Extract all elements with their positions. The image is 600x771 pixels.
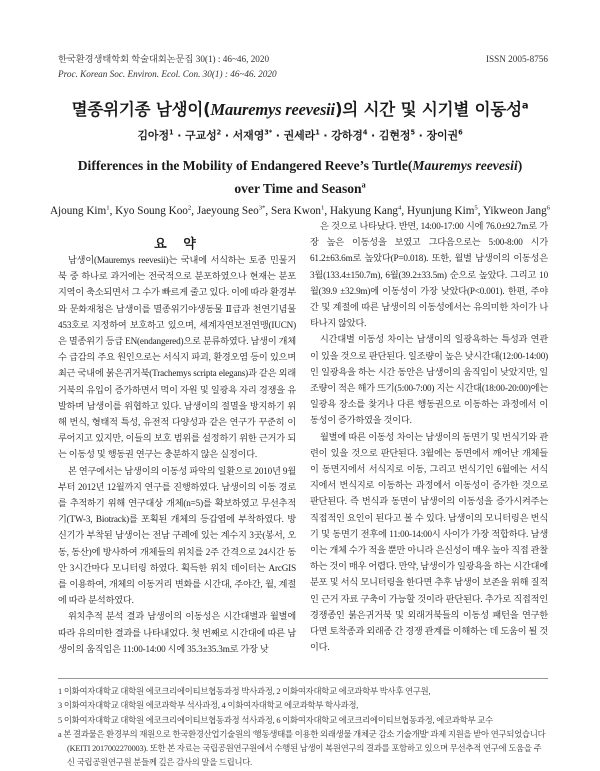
author-affiliation-mark: 1 [168,128,174,137]
title-en-sup: a [361,180,366,190]
author-separator: , [109,205,116,217]
author-affiliation-mark: 1 [106,204,110,212]
abstract-paragraph: 남생이(Mauremys reevesii)는 국내에 서식하는 토종 민물거북 중 하나로 과거에는 전국적으로 분포하였으나 현재는 분포 지역이 축소되면서 그 수가 빠르게 줄고 있다. 이에 따라 환경부와 문화재청은 남생이를 멸종위기야생동물 Ⅱ급과 천연기념물 453호로 지정하여 보호하고 있으며, 세계자연보전연맹(IUCN)은 멸종위기 등급 EN(endangered)으로 분류하였다. 남생이 개체 수 급감의 주요 원인으로는 서식지 파괴, 환경오염 등이 있으며 최근 국내에 붉은귀거북(Trachemys scripta elegans)과 같은 외래거북의 유입이 증가하면서 먹이 자원 및 일광욕 자리 경쟁을 유발하며 남생이를 위협하고 있다. 남생이의 절멸을 방지하기 위해 번식, 형태적 특성, 유전적 다양성과 같은 연구가 꾸준히 이루어지고 있지만, 이들의 보호 범위를 설정하기 위한 근거가 되는 이동성 및 행동권 연구는 충분하지 않은 실정이다. [58,255,296,460]
footnote: a 본 결과물은 환경부의 재원으로 한국환경산업기술원의 '행동생태를 이용한 외래생물 개체군 감소 기술개발' 과제 지원을 받아 연구되었습니다(KEITI 2017002270003). 또한 본 자료는 국립공원연구원에서 수행된 남생이 복원연구의 결과를 포함하고 있으며 무선추적 연구에 도움을 주신 국립공원연구원 분들께 깊은 감사의 말을 드립니다. [58,729,546,768]
author-name: Yikweon Jang [482,205,547,217]
title-ko-pre: 멸종위기종 남생이( [71,100,211,119]
author-separator: · [367,129,379,142]
author-affiliation-mark: 1 [321,204,325,212]
title-ko-sup: a [521,100,529,112]
author-name: 김아정 [137,129,169,142]
abstract-paragraph: 시간대별 이동성 차이는 남생이의 일광욕하는 특성과 연관이 있을 것으로 판단된다. 일조량이 높은 낮시간대(12:00-14:00)인 일광욕을 하는 시간 동안은 남생이의 움직임이 낮았지만, 일조량이 적은 해가 뜨기(5:00-7:00) 지는 시간대(18:00-20:00)에는 일광욕 장소를 찾거나 다른 행동권으로 이동하는 과정에서 이동성이 증가하였을 것이다. [310,334,548,426]
author-name: 김현정 [378,129,411,142]
authors-korean [0,127,600,143]
author-name: 장이권 [426,129,459,142]
author-separator: , [324,205,330,217]
title-en-line2-text: over Time and Season [234,181,362,196]
author-affiliation-mark: 4 [362,128,368,137]
author-name: Hyunjung Kim [406,205,475,217]
author-affiliation-mark: 3* [258,204,266,212]
author-separator: , [191,205,197,217]
author-separator: , [265,205,271,217]
journal-header [58,52,548,82]
journal-line-en: Proc. Korean Soc. Environ. Ecol. Con. 30(1) : 46~46. 2020 [58,69,277,79]
abstract-paragraph: 본 연구에서는 남생이의 이동성 파악의 일환으로 2010년 9월부터 2012년 12월까지 연구를 진행하였다. 남생이의 이동 경로를 추적하기 위해 연구대상 개체(n=5)를 확보하였고 무선추적기(TW-3, Biotrack)를 포획된 개체의 등갑엽에 부착하였다. 방신기가 부착된 남생이는 전남 구례에 있는 계수지 3곳(봉서, 오동, 동산)에 방사하여 개체들의 위치를 2주 간격으로 24시간 동안 3시간마다 모니터링 하였다. 획득한 위치 데이터는 ArcGIS를 이용하여, 개체의 이동거리 변화를 시간대, 주야간, 월, 계절에 따라 분석하였다. [58,465,296,606]
title-ko-post: )의 시간 및 시기별 이동성 [334,100,522,119]
abstract-paragraph: 은 것으로 나타났다. 반면, 14:00-17:00 시에 76.0±92.7m로 가장 높은 이동성을 보였고 그다음으로는 5:00-8:00 시가 61.2±63.6m로 높았다(P=0.018). 또한, 월별 남생이의 이동성은 3월(133.4±150.7m), 6월(39.2±33.5m) 순으로 높았다. 그리고 10월(39.9 ±32.9m)에 이동성이 가장 낮았다(P<0.001). 한편, 주야간 및 계절에 따른 남생이의 이동성에서는 유의미한 차이가 나타나지 않았다. [310,221,548,329]
author-name: 구교성 [185,129,217,142]
author-separator: · [221,129,233,142]
author-name: Kyo Soung Koo [115,205,188,217]
footnote: 1 이화여자대학교 대학원 에코크리에이티브협동과정 박사과정, 2 이화여자대학교 에코과학부 박사후 연구원, [58,687,431,696]
title-en-line1 [0,154,600,177]
author-affiliation-mark: 4 [398,204,402,212]
author-affiliation-mark: 5 [474,204,478,212]
author-name: 강하경 [331,129,363,142]
authors-english [0,205,600,217]
title-en-species: Mauremys reevesii [412,158,518,173]
title-english [0,154,600,200]
author-separator: , [401,205,407,217]
issn: ISSN 2005-8756 [485,54,548,64]
abstract-paragraph: 위치추적 분석 결과 남생이의 이동성은 시간대별과 월별에 따라 유의미한 결과를 나타내었다. 첫 번째로 시간대에 따른 남생이의 움직임은 11:00-14:00 시에 35.3±35.3m로 가장 낮 [58,611,296,654]
author-separator: · [319,129,332,142]
author-affiliation-mark: 2 [216,128,222,137]
author-separator: · [414,129,427,142]
title-en-post: ) [517,158,523,173]
title-korean [0,96,600,120]
footnote: 5 이화여자대학교 대학원 에코크리에이티브협동과정 석사과정, 6 이화여자대학교 에코크리에이티브협동과정, 에코과학부 교수 [58,715,493,725]
author-affiliation-mark: 6 [546,204,551,212]
author-affiliation-mark: 3* [264,128,273,137]
author-name: Sera Kwon [271,205,322,217]
author-name: Ajoung Kim [49,205,107,217]
title-en-line2 [0,177,600,200]
abstract-paragraph: 월별에 따른 이동성 차이는 남생이의 동면기 및 번식기와 관련이 있을 것으로 판단된다. 3월에는 동면에서 깨어난 개체들이 동면지에서 서식지로 이동, 그리고 번식기인 6월에는 서식지에서 번식지로 이동하는 과정에서 이동성이 증가한 것으로 판단된다. 즉 번식과 동면이 남생이의 이동성을 증가시켜주는 직접적인 요인이 된다고 볼 수 있다. 남생이의 모니터링은 번식기 및 동면기 전후에 11:00-14:00시 사이가 가장 적합하다. 남생이는 개체 수가 적을 뿐만 아니라 은신성이 매우 높아 직접 관찰하는 것이 매우 어렵다. 만약, 남생이가 일광욕을 하는 시간대에 분포 및 서식 모니터링을 한다면 추후 남생이 보존을 위해 질적인 근거 자료 구축이 가능할 것이라 판단된다. 추가로 직접적인 경쟁종인 붉은귀거북 및 외래거북들의 이동성 패턴을 연구한다면 토착종과 외래종 간 경쟁 관계를 이해하는 데 도움이 될 것이다. [310,431,548,653]
author-name: Jaeyoung Seo [196,205,259,217]
author-separator: · [272,129,284,142]
author-affiliation-mark: 2 [187,204,192,212]
author-affiliation-mark: 6 [458,128,463,137]
footnotes [58,678,548,771]
author-affiliation-mark: 1 [315,128,320,137]
title-en-pre: Differences in the Mobility of Endangered Reeve’s Turtle( [77,158,413,173]
author-separator: · [173,129,186,142]
abstract-right-column [310,218,548,655]
title-ko-species: Mauremys reevesii [210,100,335,119]
author-affiliation-mark: 5 [410,128,415,137]
footnote-rule [58,678,548,679]
author-name: Hakyung Kang [329,205,399,217]
author-separator: , [477,205,483,217]
journal-line-ko: 한국환경생태학회 학술대회논문집 30(1) : 46~46, 2020 [58,54,270,64]
author-name: 권세라 [283,129,316,142]
footnote: 3 이화여자대학교 대학원 에코과학부 석사과정, 4 이화여자대학교 에코과학부 학사과정, [58,701,359,711]
abstract-heading: 요 약 [154,237,202,252]
abstract-left-column [58,252,296,657]
author-name: 서재영 [232,129,265,142]
